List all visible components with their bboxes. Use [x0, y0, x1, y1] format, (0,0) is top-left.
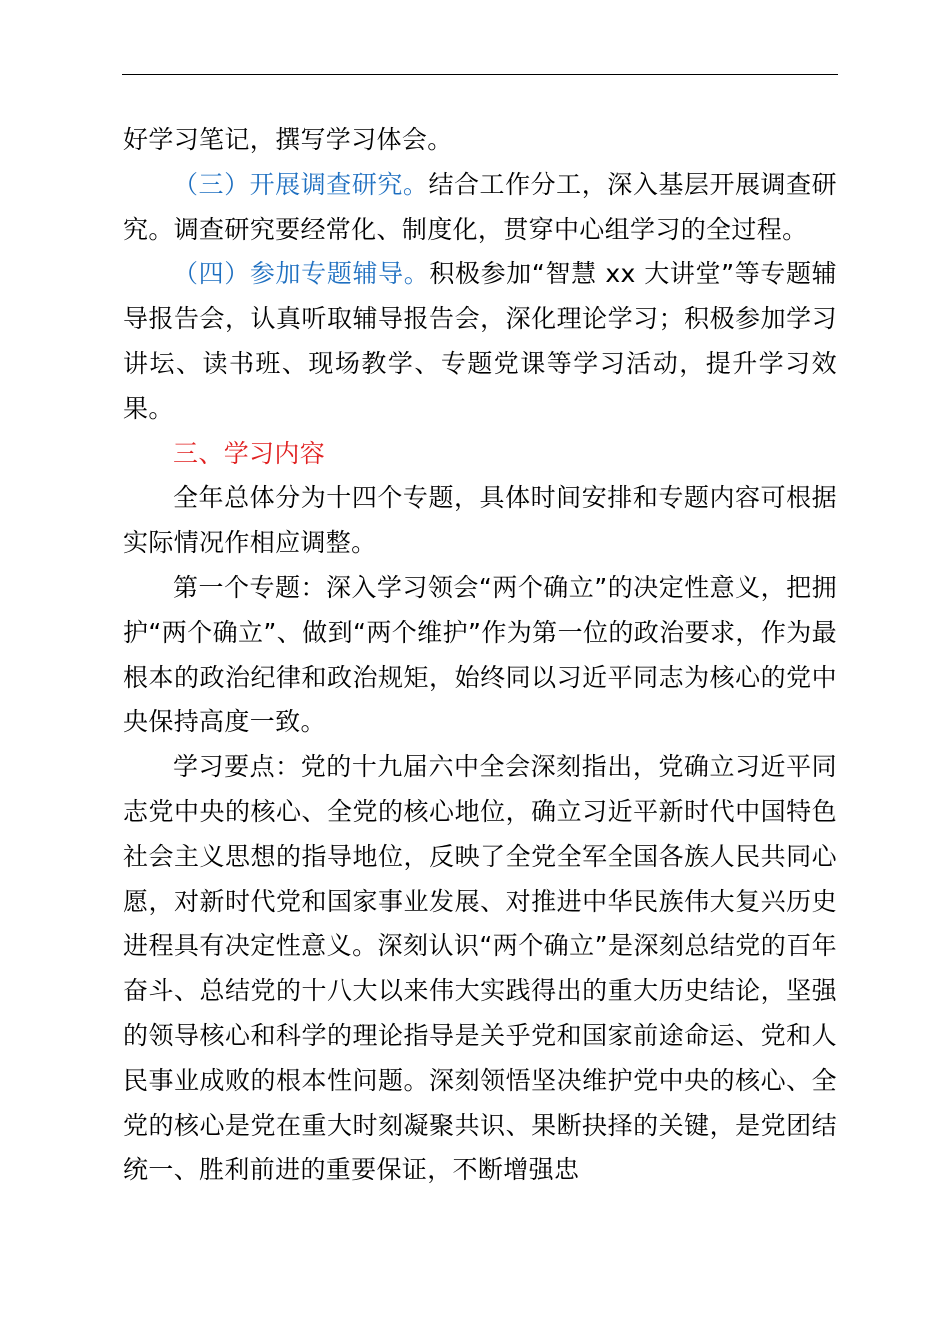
paragraph-overview [123, 476, 837, 566]
section-title-text: 三、学习内容 [173, 438, 326, 468]
document-body [123, 118, 837, 1193]
paragraph-topic-1 [123, 566, 837, 745]
paragraph-text: 学习要点：党的十九届六中全会深刻指出，党确立习近平同志党中央的核心、全党的核心地位，确立习近平新时代中国特色社会主义思想的指导地位，反映了全党全军全国各族人民共同心愿，对新时代党和国家事业发展、对推进中华民族伟大复兴历史进程具有决定性意义。深刻认识“两个确立”是深刻总结党的百年奋斗、总结党的十八大以来伟大实践得出的重大历史结论，坚强的领导核心和科学的理论指导是关乎党和国家前途命运、党和人民事业成败的根本性问题。深刻领悟坚决维护党中央的核心、全党的核心是党在重大时刻凝聚共识、果断抉择的关键，是党团结统一、胜利前进的重要保证，不断增强忠 [123, 752, 837, 1185]
paragraph-continuation [123, 118, 837, 163]
paragraph-text: 结合工作分工，深入基层开展调查研究。调查研究要经常化、制度化，贯穿中心组学习的全过程。 [123, 169, 837, 244]
header-rule [122, 74, 838, 75]
paragraph-text: 积极参加“智慧 xx 大讲堂”等专题辅导报告会，认真听取辅导报告会，深化理论学习；积极参加学习讲坛、读书班、现场教学、专题党课等学习活动，提升学习效果。 [123, 259, 837, 423]
paragraph-text: 全年总体分为十四个专题，具体时间安排和专题内容可根据实际情况作相应调整。 [123, 483, 837, 558]
paragraph-subsection-3 [123, 163, 837, 253]
subsection-heading: （三）开展调查研究。 [173, 169, 429, 199]
paragraph-text: 第一个专题：深入学习领会“两个确立”的决定性意义，把拥护“两个确立”、做到“两个维护”作为第一位的政治要求，作为最根本的政治纪律和政治规矩，始终同以习近平同志为核心的党中央保持高度一致。 [123, 572, 837, 737]
paragraph-text: 好学习笔记，撰写学习体会。 [123, 125, 453, 154]
subsection-heading: （四）参加专题辅导。 [173, 259, 430, 289]
paragraph-subsection-4 [123, 252, 837, 431]
paragraph-key-points [123, 745, 837, 1193]
section-title [123, 432, 837, 477]
